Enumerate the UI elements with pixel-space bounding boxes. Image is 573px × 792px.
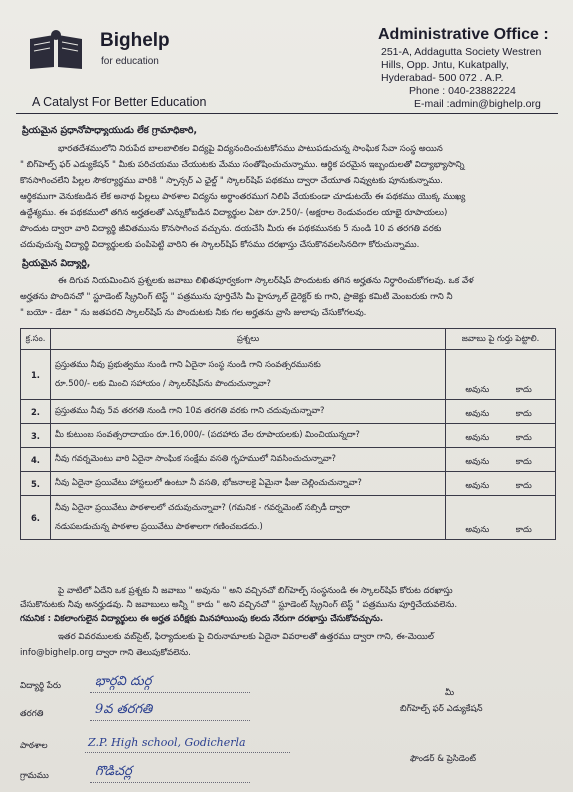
table-row [21, 496, 556, 540]
question-cell [51, 496, 446, 540]
table-row [21, 400, 556, 424]
answer-no[interactable]: కాదు [515, 432, 532, 442]
eligibility-table [20, 328, 556, 540]
name-label: విద్యార్థి పేరు [20, 681, 61, 691]
answer-yes[interactable]: అవును [465, 480, 490, 490]
intro-line: భారతదేశములోని నిరుపేద బాలబాలికల విద్యపై విద్యనందించుటకోసము పాటుపడుచున్న సాంఘిక సేవా సంస్థ అయిన [58, 144, 443, 154]
contact-line: ఇతర వివరములకు వబ్‌సైట్, ఫిర్యాదులకు పై చిరునామాలకు ఏదైనా వివరాలతో ఉత్తరము ద్వారా గాని, ఈ-మెయిల్ [58, 632, 434, 642]
signature-title: ఫౌండర్ & ప్రెసిడెంట్ [410, 754, 476, 764]
intro-line: ఉద్దేశ్యము. ఈ పథకములో తగిన అర్హతలతో ఎన్నుకోబడిన విద్యార్థుల ఏటా రూ.250/- (అక్షరాల రెండువందల యాభై రూపాయలు) [20, 208, 448, 218]
phone-line: Phone : 040-23882224 [409, 85, 516, 97]
intro-line: " బిగ్‌హెల్ప్ ఫర్ ఎడ్యుకేషన్ " మీకు పరిచయము చేయుటకు మేము సంతోషించుచున్నాము. ఆర్థిక పరమైన ఇబ్బందులతో విద్యాభ్యాసాన్ని [20, 160, 465, 170]
intro-line: పొందుట ద్వారా వారి విద్యార్థి జీవితమును కొనసాగించ వచ్చును. దయచేసి మీరు ఈ పథకమునకు 5 నుండి 10 వ తరగతి వరకు [20, 224, 442, 234]
question-text: నడుపబడుచున్న పాఠశాల ప్రయివేటు పాఠశాలగా గణించబడదు.) [55, 520, 263, 531]
school-underline [85, 752, 290, 753]
answer-cell[interactable] [446, 496, 556, 540]
col-question-header: ప్రశ్నలు [51, 329, 446, 350]
answer-no[interactable]: కాదు [515, 456, 532, 466]
tagline: A Catalyst For Better Education [32, 95, 207, 109]
class-field[interactable]: 9వ తరగతి [95, 702, 153, 717]
salutation: ప్రియమైన ప్రధానోపాధ్యాయుడు లేక గ్రామాధికారి, [22, 125, 198, 136]
table-row [21, 424, 556, 448]
name-underline [90, 692, 250, 693]
col-answer-header: జవాబు పై గుర్తు పెట్టాలి. [446, 329, 556, 350]
village-field[interactable]: గొడిచర్ల [95, 764, 132, 779]
row-number: 4. [21, 448, 51, 472]
school-field[interactable]: Z.P. High school, Godicherla [88, 736, 246, 749]
class-underline [90, 720, 250, 721]
answer-cell[interactable] [446, 350, 556, 400]
bighelp-logo-icon [26, 27, 86, 71]
signature-org: బిగ్‌హెల్ప్ ఫర్ ఎడ్యుకేషన్ [400, 704, 483, 714]
row-number: 3. [21, 424, 51, 448]
question-text: రూ.500/- లకు మించి సహాయం / స్కాలర్‌షిప్‌ను పొందుచున్నావా? [55, 377, 271, 388]
question-text: నీవు గవర్నమెంటు వారి ఏదైనా సాంఘిక సంక్షేమ వసతి గృహములో నివసించుచున్నావా? [51, 448, 446, 472]
office-title: Administrative Office : [378, 26, 549, 43]
question-text: మీ కుటుంబ సంవత్సరాదాయం రూ.16,000/- (పదహారు వేల రూపాయలకు) మించియున్నదా? [51, 424, 446, 448]
question-cell [51, 350, 446, 400]
address-line: Hills, Opp. Jntu, Kukatpally, [381, 59, 509, 71]
note-line: పై వాటిలో ఏదేని ఒక ప్రశ్నకు నీ జవాబు " అవును " అని వచ్చినచో బిగ్‌హెల్ప్ సంస్థనుండి ఈ స్కాలర్‌షిప్ కోరుట దరఖాస్తు [58, 586, 453, 596]
note-line: చేసుకొనుటకు నీవు అనర్హుడవు. నీ జవాబులు అన్నీ " కాదు " అని వచ్చినచో " స్టూడెంట్ స్క్రీనింగ్ టెస్ట్ " పత్రమును పూర్తిచేయవలెను. [20, 600, 458, 610]
address-line: 251-A, Addagutta Society Westren [381, 46, 542, 58]
email-line: E-mail :admin@bighelp.org [414, 98, 541, 110]
table-row [21, 472, 556, 496]
intro-line: ఆర్థికముగా వెనుకబడిన లేక అనాథ పిల్లలు పాఠశాల విద్యను అర్థాంతరముగ నిలిపి వేయకుండా చూడుటయే ఈ పథకము యొక్క ముఖ్య [20, 192, 466, 202]
closing: మీ [445, 688, 455, 698]
table-header-row [21, 329, 556, 350]
intro-line: చదువుచున్న విద్యార్థి విద్యార్థులకు పంపిపెట్టి వారిని ఈ స్కాలర్‌షిప్ కోసము దరఖాస్తు చేసుకొనవలసినదిగా కోరుచున్నాము. [20, 240, 420, 250]
intro-line: కొనసాగించలేని పిల్లల సౌకర్యార్థము వారికి " స్పాన్సర్ ఎ ఛైల్డ్ " స్కాలర్‌షిప్ పథకము ద్వారా చేయూత నివ్వుటకు పూనుకున్నాము. [20, 176, 443, 186]
answer-cell[interactable] [446, 400, 556, 424]
question-text: నీవు ఏదైనా ప్రయివేటు పాఠశాలలో చదువుచున్నావా? (గమనిక - గవర్నమెంట్ సబ్సిడీ ద్వారా [55, 501, 350, 512]
question-text: నీవు ఏదైనా ప్రయివేటు హాస్టలులో ఉంటూ నీ వసతి, భోజనాలకై ఏమైనా ఫీజు చెల్లించుచున్నావా? [51, 472, 446, 496]
class-label: తరగతి [20, 709, 44, 719]
answer-cell[interactable] [446, 472, 556, 496]
village-underline [90, 782, 250, 783]
row-number: 6. [21, 496, 51, 540]
name-field[interactable]: భార్గవి దుర్గ [95, 674, 152, 689]
answer-yes[interactable]: అవును [465, 408, 490, 418]
school-label: పాఠశాల [20, 741, 48, 751]
row-number: 5. [21, 472, 51, 496]
student-intro-line: " బయో - డేటా " ను జతపరచి స్కాలర్‌షిప్ ను పొందుటకు నీకు గల అర్హతను వ్రాసి జులాపు చేసుకోగలవు. [20, 308, 367, 318]
brand-name: Bighelp [100, 30, 170, 51]
student-intro-line: అర్హతను పొందినచో " స్టూడెంట్ స్క్రీనింగ్ టెస్ట్ " పత్రమును పూర్తిచేసి మీ హైస్కూల్ డైరెక్టర్ కు గాని, ప్రాజెక్టు కమిటీ మెంబరుకు గాని నీ [20, 292, 453, 302]
note-line: గమనిక : వికలాంగులైన విద్యార్థులు ఈ అర్హత పరీక్షకు మినహాయింపు కలదు నేరుగా దరఖాస్తు చేసుకోవచ్చును. [20, 614, 384, 624]
answer-no[interactable]: కాదు [515, 384, 532, 394]
question-text: ప్రస్తుతము నీవు 5వ తరగతి నుండి గాని 10వ తరగతి వరకు గాని చదువుచున్నావా? [51, 400, 446, 424]
header-divider [16, 113, 558, 114]
student-intro-line: ఈ దిగువ నియమించిన ప్రశ్నలకు జవాబు లిఖితపూర్వకంగా స్కాలర్‌షిప్ పొందుటకు తగిన అర్హతను నిర్ధారించుకోగలవు. ఒక వేళ [58, 276, 474, 286]
answer-no[interactable]: కాదు [515, 408, 532, 418]
student-salutation: ప్రియమైన విద్యార్థి, [22, 258, 91, 269]
row-number: 1. [21, 350, 51, 400]
answer-no[interactable]: కాదు [515, 480, 532, 490]
table-row [21, 350, 556, 400]
answer-yes[interactable]: అవును [465, 524, 490, 534]
table-row [21, 448, 556, 472]
brand-subtitle: for education [101, 56, 159, 67]
answer-yes[interactable]: అవును [465, 432, 490, 442]
answer-yes[interactable]: అవును [465, 456, 490, 466]
row-number: 2. [21, 400, 51, 424]
contact-line: info@bighelp.org ద్వారా గాని తెలుపుకోవలెను. [20, 648, 191, 658]
village-label: గ్రామము [20, 771, 49, 781]
address-line: Hyderabad- 500 072 . A.P. [381, 72, 504, 84]
answer-cell[interactable] [446, 424, 556, 448]
answer-cell[interactable] [446, 448, 556, 472]
question-text: ప్రస్తుతము నీవు ప్రభుత్వము నుండి గాని ఏదైనా సంస్థ నుండి గాని సంవత్సరమునకు [55, 358, 321, 369]
answer-yes[interactable]: అవును [465, 384, 490, 394]
answer-no[interactable]: కాదు [515, 524, 532, 534]
col-number-header: క్ర.సం. [21, 329, 51, 350]
